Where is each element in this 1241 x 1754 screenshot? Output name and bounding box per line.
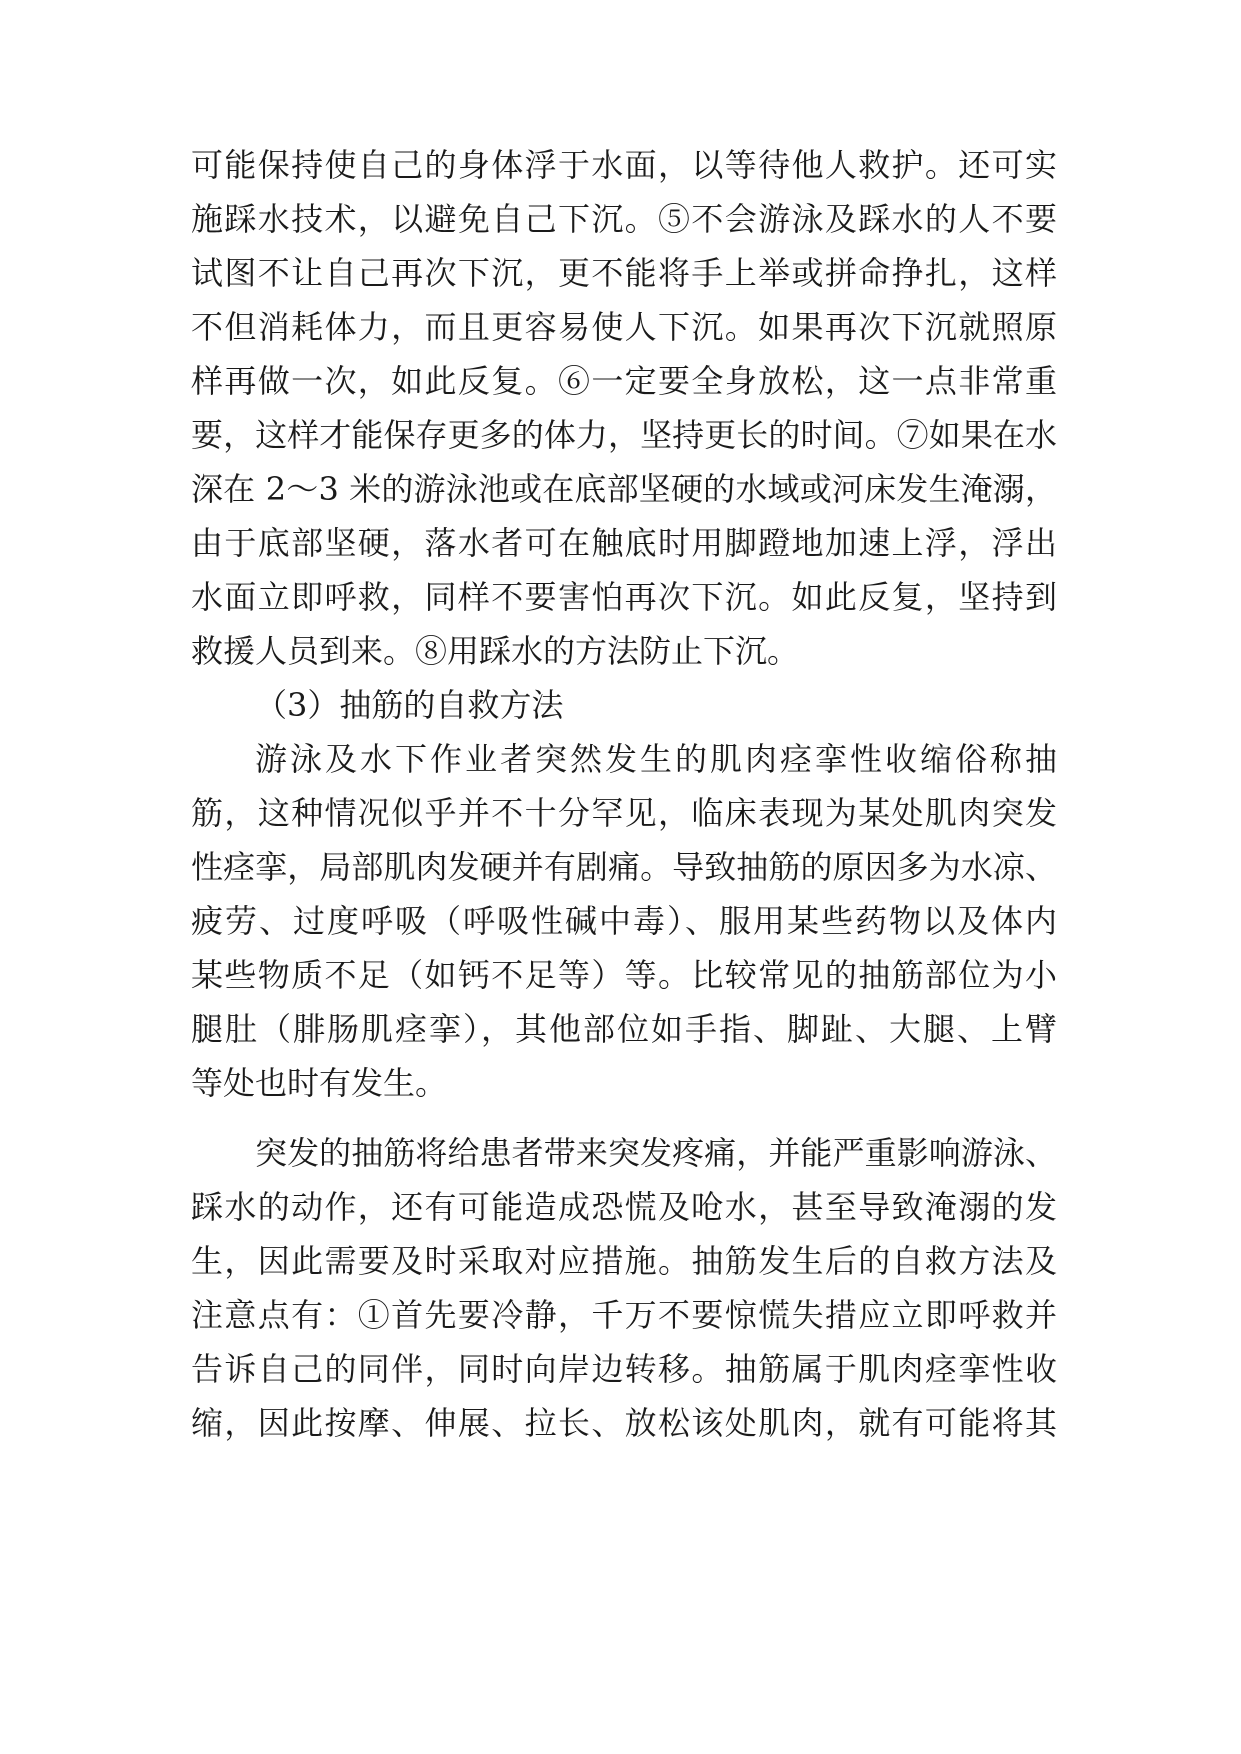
paragraph-line: 救援人员到来。⑧用踩水的方法防止下沉。: [191, 632, 800, 670]
paragraph-line: 疲劳、过度呼吸（呼吸性碱中毒）、服用某些药物以及体内: [191, 902, 1057, 940]
section-heading: （3）抽筋的自救方法: [255, 686, 564, 724]
paragraph-line: 深在 2～3 米的游泳池或在底部坚硬的水域或河床发生淹溺，: [191, 470, 1057, 508]
paragraph-line: 水面立即呼救，同样不要害怕再次下沉。如此反复，坚持到: [191, 578, 1057, 616]
paragraph-line: 施踩水技术，以避免自己下沉。⑤不会游泳及踩水的人不要: [191, 200, 1057, 238]
paragraph-line: 可能保持使自己的身体浮于水面，以等待他人救护。还可实: [191, 146, 1057, 184]
paragraph-line: 某些物质不足（如钙不足等）等。比较常见的抽筋部位为小: [191, 956, 1057, 994]
paragraph-line: 试图不让自己再次下沉，更不能将手上举或拼命挣扎，这样: [191, 254, 1057, 292]
paragraph-line: 告诉自己的同伴，同时向岸边转移。抽筋属于肌肉痉挛性收: [191, 1350, 1057, 1388]
paragraph-line: 等处也时有发生。: [191, 1064, 448, 1102]
paragraph-line: 踩水的动作，还有可能造成恐慌及呛水，甚至导致淹溺的发: [191, 1188, 1057, 1226]
paragraph-line: 游泳及水下作业者突然发生的肌肉痉挛性收缩俗称抽: [255, 740, 1057, 778]
paragraph-line: 缩，因此按摩、伸展、拉长、放松该处肌肉，就有可能将其: [191, 1404, 1057, 1442]
paragraph-line: 性痉挛，局部肌肉发硬并有剧痛。导致抽筋的原因多为水凉、: [191, 848, 1057, 886]
paragraph-line: 要，这样才能保存更多的体力，坚持更长的时间。⑦如果在水: [191, 416, 1057, 454]
paragraph-line: 突发的抽筋将给患者带来突发疼痛，并能严重影响游泳、: [255, 1134, 1057, 1172]
paragraph-line: 注意点有：①首先要冷静，千万不要惊慌失措应立即呼救并: [191, 1296, 1057, 1334]
paragraph-line: 生，因此需要及时采取对应措施。抽筋发生后的自救方法及: [191, 1242, 1057, 1280]
paragraph-line: 筋，这种情况似乎并不十分罕见，临床表现为某处肌肉突发: [191, 794, 1057, 832]
paragraph-line: 由于底部坚硬，落水者可在触底时用脚蹬地加速上浮，浮出: [191, 524, 1057, 562]
paragraph-line: 腿肚（腓肠肌痉挛），其他部位如手指、脚趾、大腿、上臂: [191, 1010, 1057, 1048]
paragraph-line: 不但消耗体力，而且更容易使人下沉。如果再次下沉就照原: [191, 308, 1057, 346]
paragraph-line: 样再做一次，如此反复。⑥一定要全身放松，这一点非常重: [191, 362, 1057, 400]
